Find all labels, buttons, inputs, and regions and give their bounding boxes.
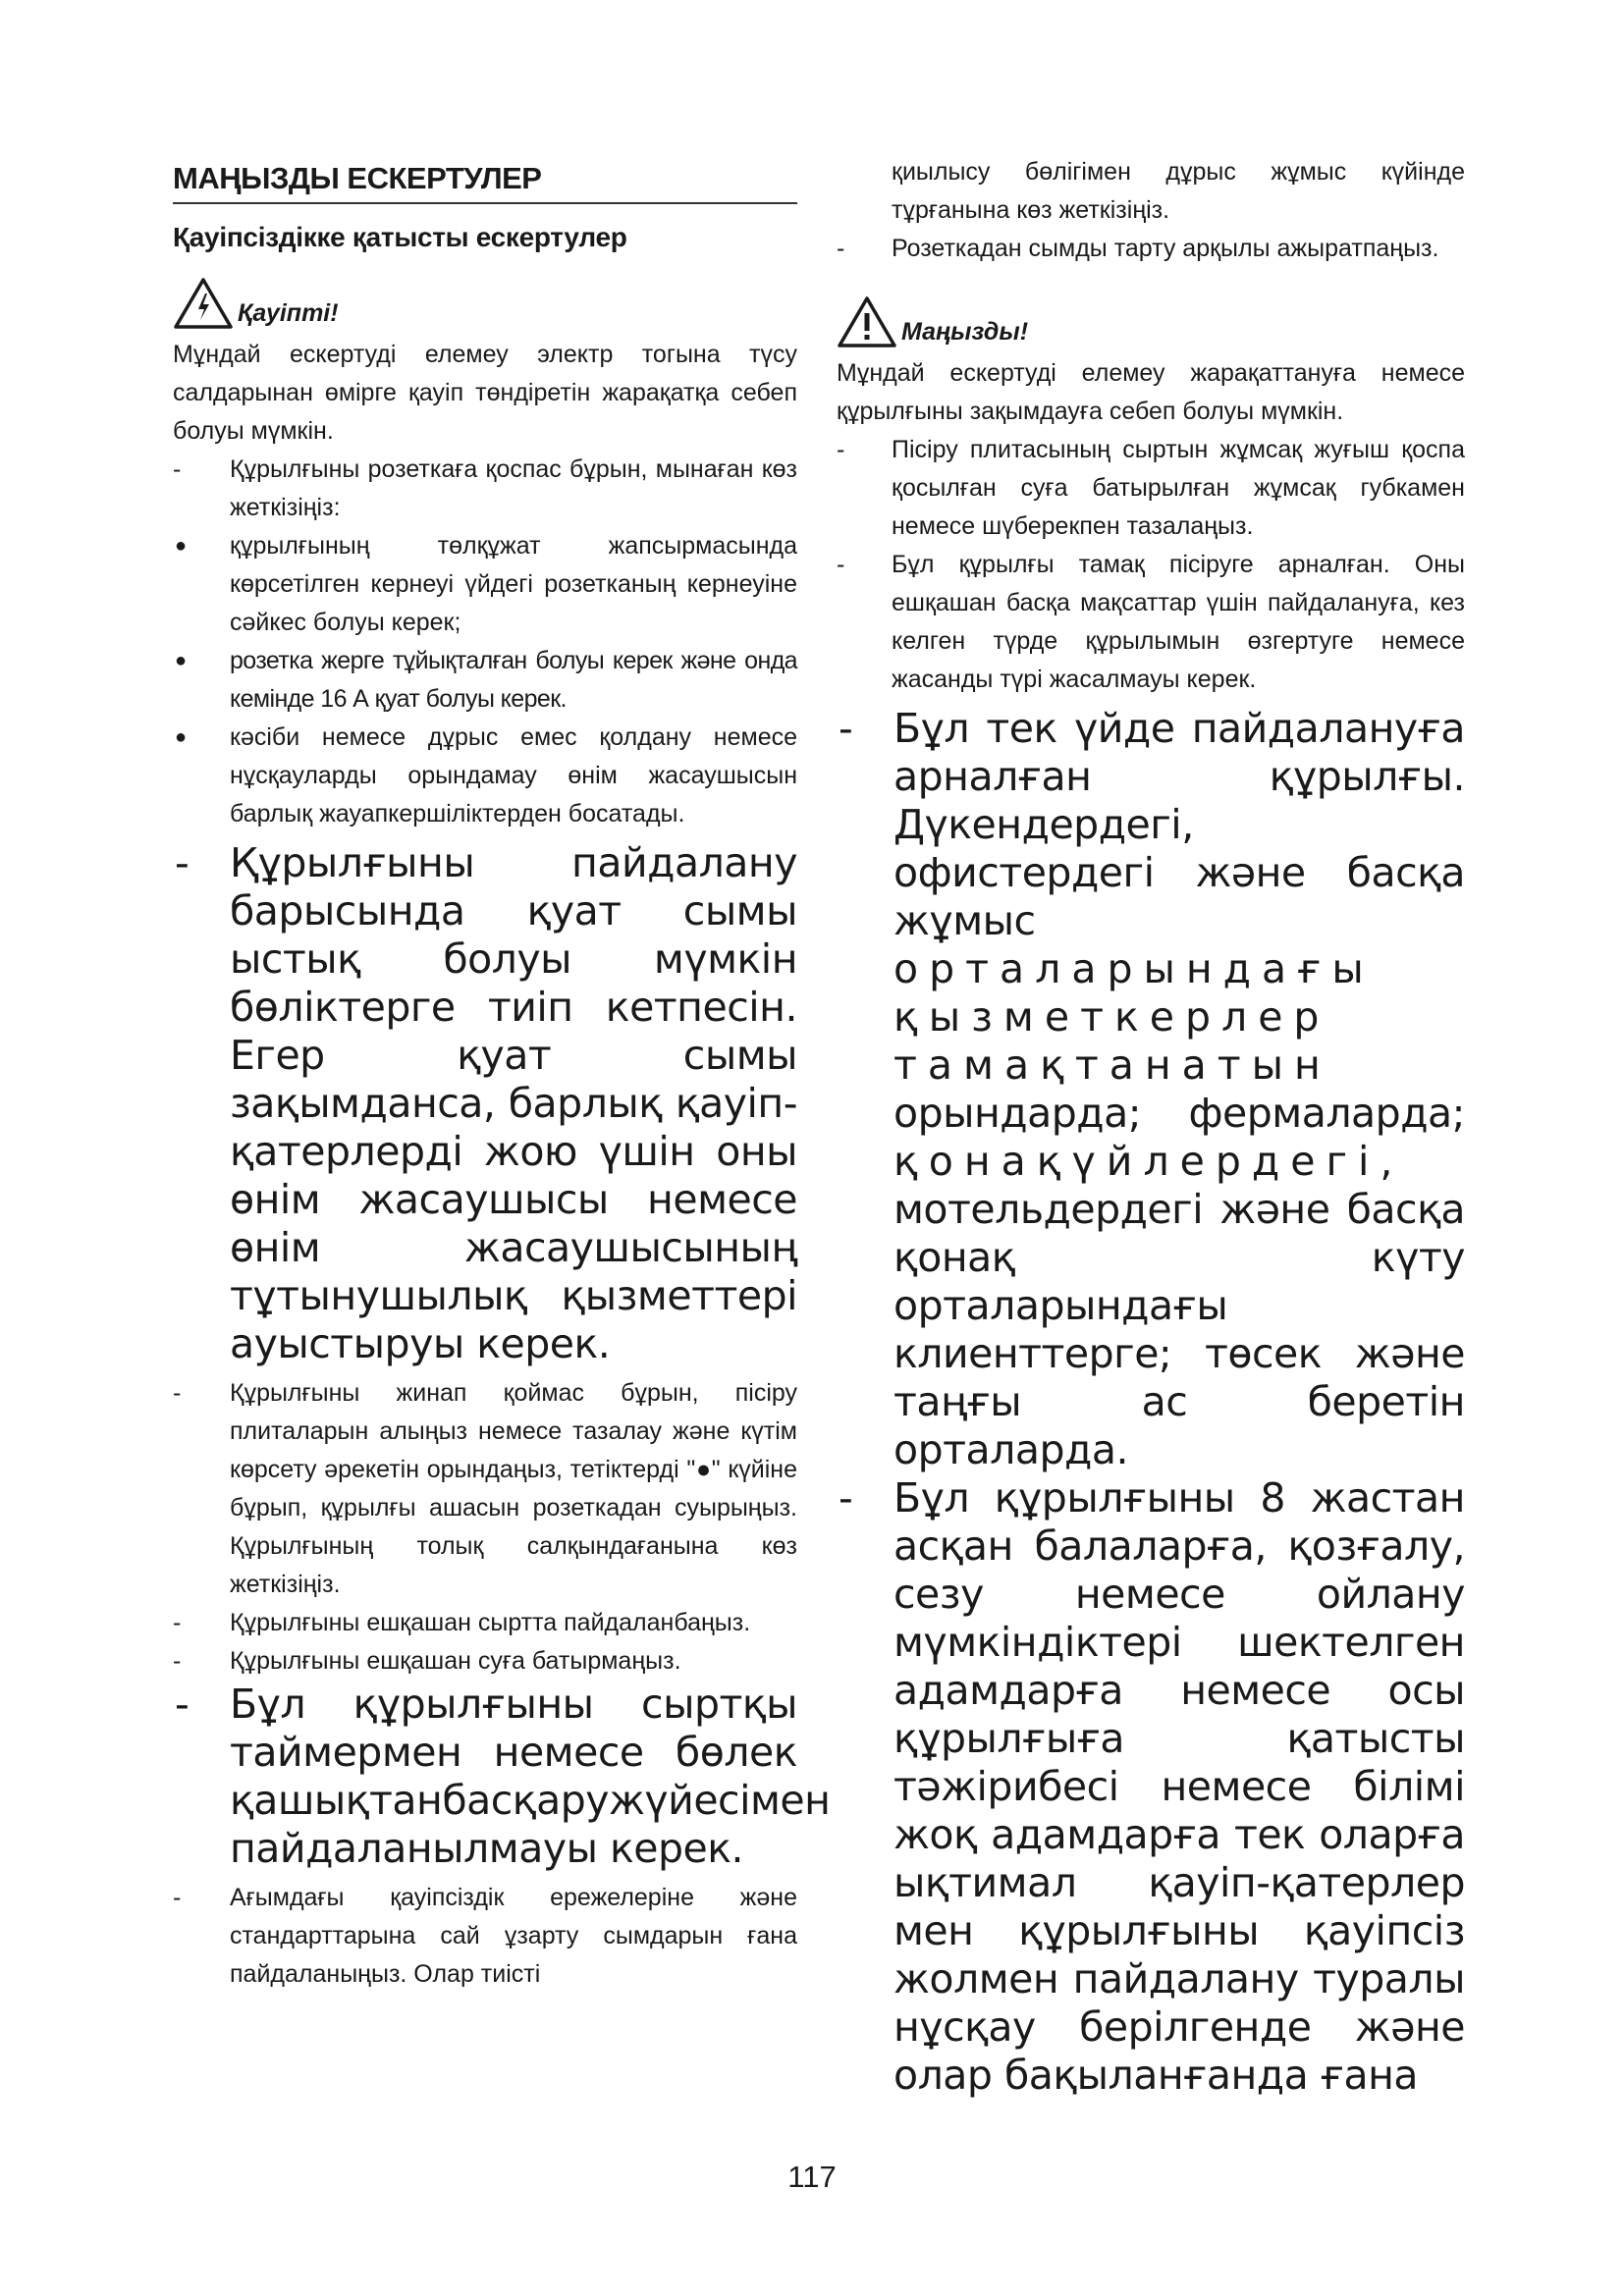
list-item: - Розеткадан сымды тарту арқылы ажыратпаңыз. xyxy=(837,230,1465,268)
list-item: - Құрылғыны ешқашан суға батырмаңыз. xyxy=(173,1642,797,1681)
danger-text: Мұндай ескертуді елемеу электр тогына түсу салдарынан өмірге қауіп төндіретін жарақатқа себеп болуы мүмкін. xyxy=(173,341,797,445)
paragraph-part: мотельдердегі және басқа қонақ күту орталарындағы клиенттерге; төсек және таңғы ас беретін орталарда. xyxy=(893,1186,1465,1473)
important-text: Мұндай ескертуді елемеу жарақаттануға немесе құрылғыны зақымдауға себеп болуы мүмкін. xyxy=(837,359,1465,425)
list-item: - Пісіру плитасының сыртын жұмсақ жуғыш қоспа қосылған суға батырылған жұмсақ губкамен немесе шүберекпен тазалаңыз. xyxy=(837,431,1465,546)
bullet-item: ● құрылғының төлқұжат жапсырмасында көрсетілген кернеуі үйдегі розетканың кернеуіне сәйкес болуы керек; xyxy=(173,527,797,642)
paragraph-part: орталарындағы қызметкерлер тамақтанатын xyxy=(893,945,1375,1089)
large-warning-paragraph: - Бұл құрылғыны 8 жастан асқан балаларға, қозғалу, сезу немесе ойлану мүмкіндіктері шектелген адамдарға немесе осы құрылғыға қатысты тәжірибесі немесе білімі жоқ адамдарға тек оларға ықтимал қауіп-қатерлер мен құрылғыны қауіпсіз жолмен пайдалану туралы нұсқау берілгенде және олар бақыланғанда ғана xyxy=(837,1474,1465,2100)
continued-text: қиылысу бөлігімен дұрыс жұмыс күйінде тұрғанына көз жеткізіңіз. xyxy=(892,158,1465,224)
bullet-item: ● кәсіби немесе дұрыс емес қолдану немесе нұсқауларды орындамау өнім жасаушысын барлық жауапкершіліктерден босатады. xyxy=(173,719,797,833)
page-title: МАҢЫЗДЫ ЕСКЕРТУЛЕР xyxy=(173,157,797,204)
paragraph-part: қонақүйлердегі, xyxy=(893,1138,1404,1185)
right-column xyxy=(837,157,1465,2100)
bullet-item: ● розетка жерге тұйықталған болуы керек және онда кемінде 16 А қуат болуы керек. xyxy=(173,642,797,719)
large-warning-paragraph: - Құрылғыны пайдалану барысында қуат сымы ыстық болуы мүмкін бөліктерге тиіп кетпесін. Егер қуат сымы зақымданса, барлық қауіп-қатерлерді жою үшін оны өнім жасаушысы немесе өнім жасаушысының тұтынушылық қызметтері ауыстыруы керек. xyxy=(173,839,797,1368)
large-warning-paragraph: - Бұл құрылғыны сыртқы таймермен немесе бөлек қашықтанбасқаружүйесімен пайдаланылмауы керек. xyxy=(173,1681,797,1873)
list-item: - Құрылғыны розеткаға қоспас бұрын, мынаған көз жеткізіңіз: xyxy=(173,451,797,527)
left-column xyxy=(173,157,831,1994)
list-item: - Құрылғыны жинап қоймас бұрын, пісіру плиталарын алыңыз немесе тазалау және күтім көрсету әрекетін орындаңыз, тетіктерді "●" күйіне бұрып, құрылғы ашасын розеткадан суырыңыз. Құрылғының толық салқындағанына көз жеткізіңіз. xyxy=(173,1374,797,1604)
list-item: - Ағымдағы қауіпсіздік ережелеріне және стандарттарына сай ұзарту сымдарын ғана пайдаланыңыз. Олар тиісті xyxy=(173,1879,797,1994)
warning-icon xyxy=(837,295,897,348)
electric-hazard-icon xyxy=(173,277,234,330)
paragraph-part: орындарда; фермаларда; xyxy=(893,1090,1465,1137)
large-warning-paragraph xyxy=(837,705,1465,1474)
paragraph-part: Бұл тек үйде пайдалануға арналған құрылғы. Дүкендердегі, офистердегі және басқа жұмыс xyxy=(893,705,1465,944)
section-subtitle: Қауіпсіздікке қатысты ескертулер xyxy=(173,222,627,252)
list-item: - Құрылғыны ешқашан сыртта пайдаланбаңыз. xyxy=(173,1604,797,1642)
important-heading xyxy=(837,290,1465,348)
danger-label: Қауіпті! xyxy=(238,299,339,327)
important-label: Маңызды! xyxy=(901,318,1029,346)
page-number: 117 xyxy=(787,2160,837,2194)
list-item: - Бұл құрылғы тамақ пісіруге арналған. Оны ешқашан басқа мақсаттар үшін пайдалануға, кез келген түрде құрылымын өзгертуге немесе жасанды түрі жасалмауы керек. xyxy=(837,546,1465,699)
danger-heading xyxy=(173,271,797,330)
